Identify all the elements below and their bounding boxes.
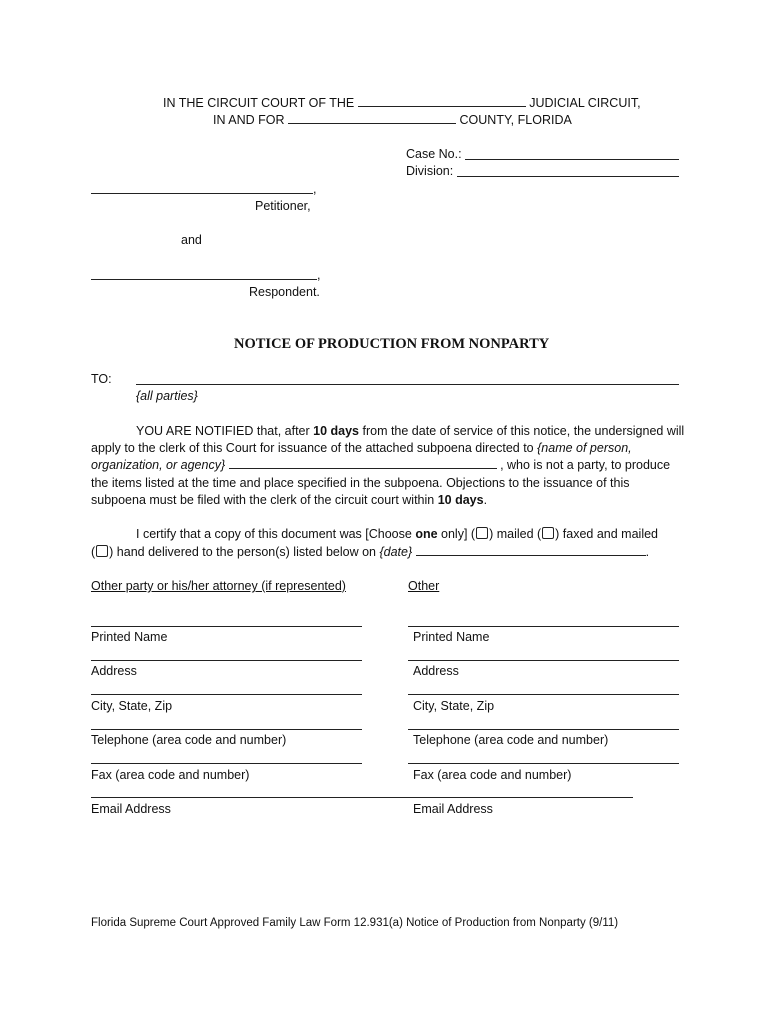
right-column-heading: Other [408, 579, 440, 593]
left-address-label: Address [91, 664, 137, 678]
notice-paragraph [91, 423, 685, 509]
certify-end: . [645, 545, 650, 559]
petitioner-comma: , [313, 182, 317, 196]
form-footer: Florida Supreme Court Approved Family Law Form 12.931(a) Notice of Production from Nonparty (9/11) [91, 917, 619, 929]
division-label: Division: [406, 164, 454, 178]
division-field[interactable] [457, 176, 679, 177]
left-address-field[interactable] [91, 660, 362, 661]
right-city-label: City, State, Zip [413, 699, 495, 713]
certify-paren: ( [91, 545, 96, 559]
nonparty-name-field[interactable] [229, 457, 497, 469]
to-label: TO: [91, 372, 112, 386]
left-printed-name-field[interactable] [91, 626, 362, 627]
case-no-label: Case No.: [406, 147, 462, 161]
respondent-label: Respondent. [249, 285, 320, 299]
case-no-field[interactable] [465, 159, 679, 160]
document-title: NOTICE OF PRODUCTION FROM NONPARTY [234, 336, 550, 352]
circuit-prefix: IN THE CIRCUIT COURT OF THE [163, 96, 355, 110]
circuit-blank[interactable] [358, 95, 526, 107]
notice-name-hint: {name of person, organization, or agency} [91, 441, 632, 473]
notice-days: 10 days [313, 424, 360, 438]
left-city-field[interactable] [91, 694, 362, 695]
left-column-heading: Other party or his/her attorney (if represented) [91, 579, 346, 593]
left-fax-field[interactable] [91, 763, 362, 764]
left-telephone-field[interactable] [91, 729, 362, 730]
hand-delivered-checkbox[interactable] [96, 545, 108, 557]
left-printed-name-label: Printed Name [91, 630, 168, 644]
respondent-comma: , [317, 268, 321, 282]
right-fax-label: Fax (area code and number) [413, 768, 572, 782]
respondent-field[interactable] [91, 279, 317, 280]
right-printed-name-field[interactable] [408, 626, 679, 627]
certify-one: one [415, 527, 438, 541]
right-telephone-field[interactable] [408, 729, 679, 730]
circuit-suffix: JUDICIAL CIRCUIT, [529, 96, 641, 110]
left-city-label: City, State, Zip [91, 699, 173, 713]
certify-text-2: only] ( [437, 527, 476, 541]
email-field[interactable] [91, 797, 633, 798]
county-prefix: IN AND FOR [213, 113, 285, 127]
certify-date-field[interactable] [416, 544, 646, 556]
right-printed-name-label: Printed Name [413, 630, 490, 644]
certify-line-2 [91, 544, 649, 559]
left-fax-label: Fax (area code and number) [91, 768, 250, 782]
right-fax-field[interactable] [408, 763, 679, 764]
certify-mailed: ) mailed ( [489, 527, 542, 541]
petitioner-field[interactable] [91, 193, 313, 194]
certify-date-hint: {date} [379, 545, 413, 559]
and-label: and [181, 233, 202, 247]
certify-line-1 [136, 527, 658, 541]
notice-days-2: 10 days [437, 492, 484, 507]
notice-text-3: , who is not a party, to produce the items listed at the time and place specified in the subpoena. Objections to the issuance of this subpoena must be filed with the clerk of the circuit court within [91, 458, 671, 507]
certify-hand: ) hand delivered to the person(s) listed below on [109, 545, 380, 559]
county-blank[interactable] [288, 112, 456, 124]
county-suffix: COUNTY, FLORIDA [459, 113, 572, 127]
notice-text-2: from the date of service of this notice, the undersigned will apply to the clerk of this Court for issuance of the attached subpoena directed to [91, 424, 685, 456]
mailed-checkbox[interactable] [476, 527, 488, 539]
county-line [213, 112, 572, 127]
right-address-label: Address [413, 664, 459, 678]
petitioner-label: Petitioner, [255, 199, 311, 213]
notice-text-4: . [483, 492, 488, 507]
left-email-label: Email Address [91, 802, 171, 816]
left-telephone-label: Telephone (area code and number) [91, 733, 287, 747]
right-email-label: Email Address [413, 802, 493, 816]
right-address-field[interactable] [408, 660, 679, 661]
certify-text-1: I certify that a copy of this document was [Choose [136, 527, 416, 541]
circuit-line [163, 95, 641, 110]
right-telephone-label: Telephone (area code and number) [413, 733, 609, 747]
faxed-checkbox[interactable] [542, 527, 554, 539]
notice-text-1: YOU ARE NOTIFIED that, after [136, 424, 314, 438]
right-city-field[interactable] [408, 694, 679, 695]
to-hint: {all parties} [136, 389, 198, 403]
certify-faxed: ) faxed and mailed [555, 527, 658, 541]
to-field[interactable] [136, 384, 679, 385]
